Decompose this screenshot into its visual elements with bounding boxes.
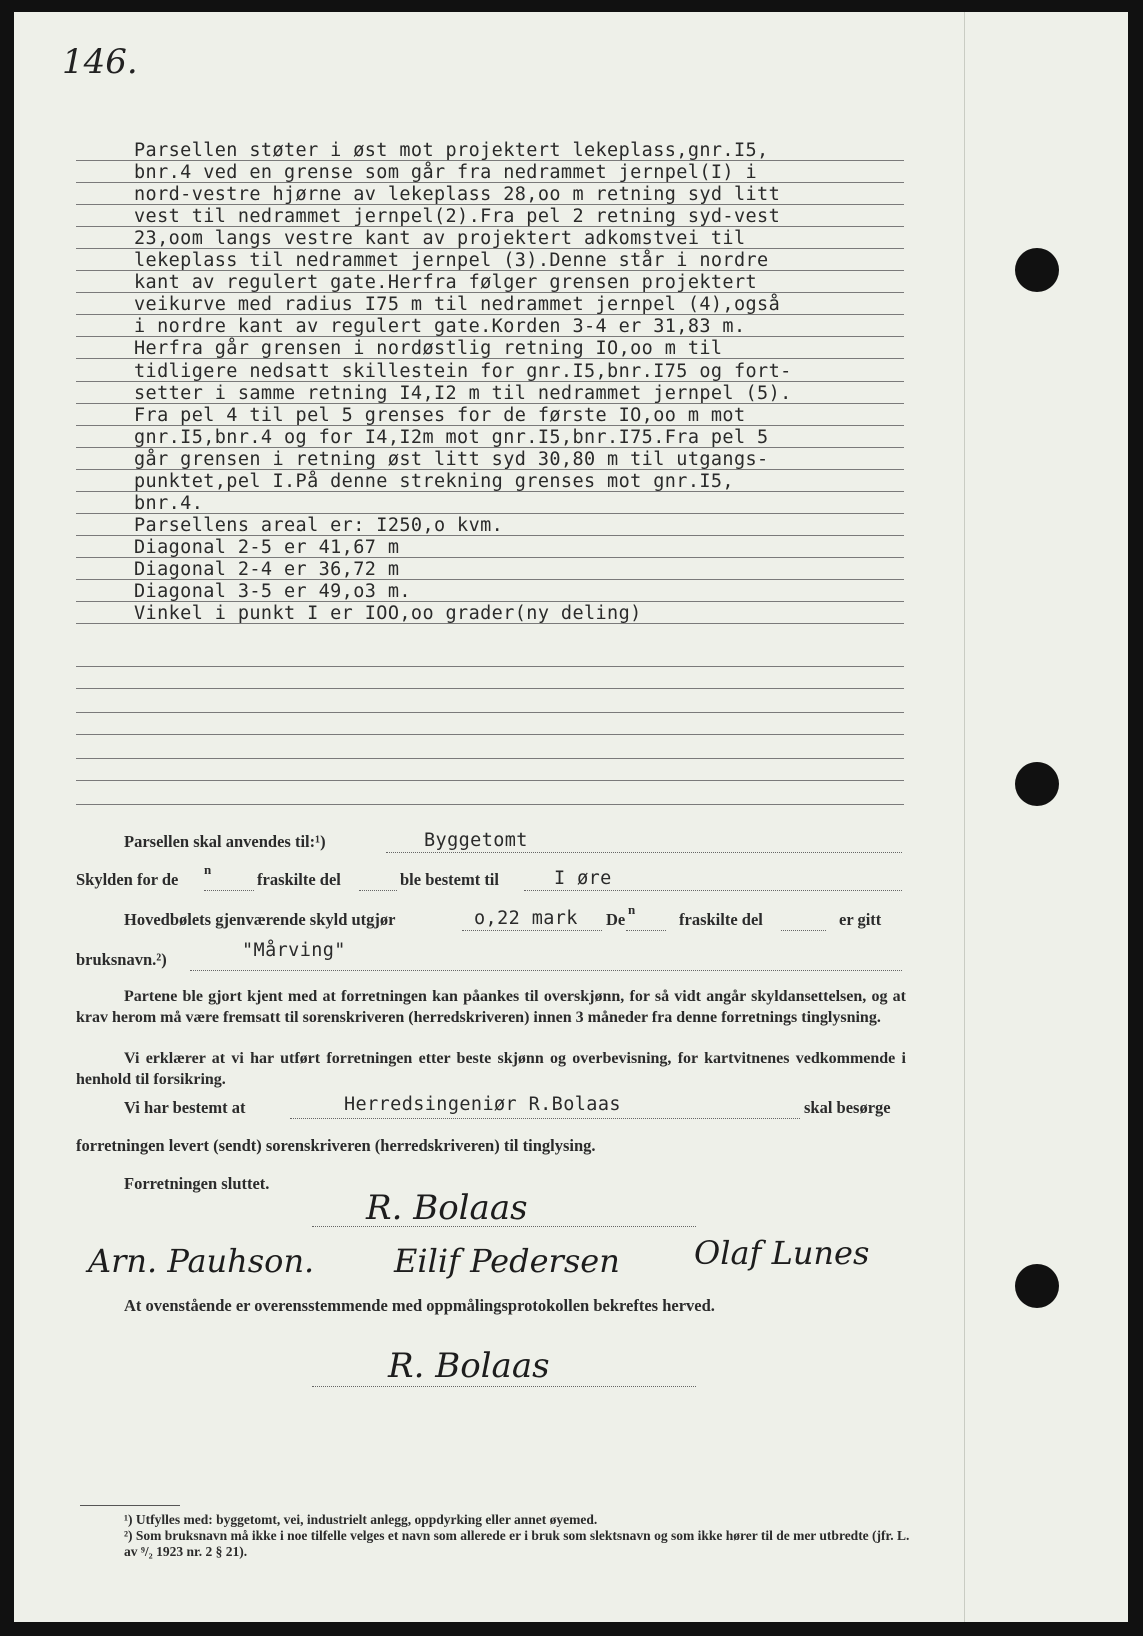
ruled-line [76,688,904,689]
typed-line: Fra pel 4 til pel 5 grenses for de første IO,oo m mot [134,404,746,426]
typed-line: Herfra går grensen i nordøstlig retning IO,oo m til [134,338,723,360]
hoved-line-c [781,930,826,931]
ruled-line [76,734,904,735]
bruksnavn-label: bruksnavn.²) [76,950,167,969]
besorge-label: skal besørge [804,1098,891,1117]
ruled-line [76,780,904,781]
typed-line: punktet,pel I.På denne strekning grenses mot gnr.I5, [134,470,734,492]
typed-line: setter i samme retning I4,I2 m til nedrammet jernpel (5). [134,382,792,404]
punch-hole [1015,248,1059,292]
hoved-line-a [462,930,602,931]
ruled-line [76,804,904,805]
bekreftes-text: At ovenstående er overensstemmende med oppmålingsprotokollen bekreftes herved. [124,1296,715,1315]
footnote-2: ²) Som bruksnavn må ikke i noe tilfelle velges et navn som allerede er i bruk som slektsnavn og som ikke hører til de mer utbredte (jfr. L. av ⁹/₂ 1923 nr. 2 § 21). [124,1528,910,1559]
signature-witness-3: Olaf Lunes [694,1234,870,1272]
anvendes-line [386,852,902,853]
skylden-label-c: ble bestemt til [400,870,499,889]
bruksnavn-value: "Mårving" [242,940,346,961]
ruled-line [76,666,904,667]
bestemt-line [290,1118,800,1119]
typed-line: Parsellen støter i øst mot projektert lekeplass,gnr.I5, [134,140,769,161]
typed-line: veikurve med radius I75 m til nedrammet jernpel (4),også [134,294,781,316]
document-page [14,12,1128,1622]
hoved-label-c: fraskilte del [679,910,763,929]
typed-line: bnr.4 ved en grense som går fra nedrammet jernpel(I) i [134,162,758,184]
typed-line: kant av regulert gate.Herfra følger grensen projektert [134,272,758,294]
signature-main: R. Bolaas [366,1188,528,1228]
anvendes-label: Parsellen skal anvendes til:¹) [124,832,326,851]
typed-line: tidligere nedsatt skillestein for gnr.I5,bnr.I75 og fort- [134,360,792,382]
levert-text: forretningen levert (sendt) sorenskriveren (herredskriveren) til tinglysing. [76,1136,596,1155]
skylden-line-a [204,890,254,891]
page-number: 146. [62,42,138,82]
hoved-label-a: Hovedbølets gjenværende skyld utgjør [124,910,396,929]
punch-hole [1015,1264,1059,1308]
bestemt-value: Herredsingeniør R.Bolaas [344,1094,621,1115]
hoved-label-b: De [606,910,626,929]
footnote-1: ¹) Utfylles med: byggetomt, vei, industrielt anlegg, oppdyrking eller annet øyemed. [124,1512,598,1527]
anvendes-value: Byggetomt [424,830,528,851]
footnote-separator [80,1505,180,1506]
signature-line-certify [312,1386,696,1387]
hoved-value: o,22 mark [474,908,578,929]
margin-line [964,12,965,1622]
typed-line: går grensen i retning øst litt syd 30,80 m til utgangs- [134,448,769,470]
signature-line-main [312,1226,696,1227]
hoved-label-d: er gitt [839,910,882,929]
skylden-label-a: Skylden for de [76,870,179,889]
skylden-line-b [359,890,397,891]
skylden-line-c [524,890,902,891]
typed-line: Diagonal 2-5 er 41,67 m [134,536,400,558]
typed-line: Diagonal 3-5 er 49,o3 m. [134,581,411,602]
typed-line: lekeplass til nedrammet jernpel (3).Denne står i nordre [134,250,769,272]
signature-witness-2: Eilif Pedersen [394,1242,620,1280]
typed-line: 23,oom langs vestre kant av projektert adkomstvei til [134,228,746,250]
partene-paragraph: Partene ble gjort kjent med at forretningen kan påankes til overskjønn, for så vidt angår skyldansettelsen, og at krav herom må være fremsatt til sorenskriveren (herredskriveren) innen 3 måneder fra denne forretnings tinglysning. [76,988,906,1026]
typed-line: vest til nedrammet jernpel(2).Fra pel 2 retning syd-vest [134,206,781,228]
typed-line: Diagonal 2-4 er 36,72 m [134,558,400,580]
bestemt-label: Vi har bestemt at [124,1098,246,1117]
erklaerer-paragraph: Vi erklærer at vi har utført forretningen etter beste skjønn og overbevisning, for kartvitnenes vedkommende i henhold til forsikring. [76,1050,906,1088]
punch-hole [1015,762,1059,806]
signature-certify: R. Bolaas [388,1346,550,1386]
hoved-sup: n [628,902,636,917]
skylden-sup: n [204,862,212,877]
ruled-line [76,758,904,759]
ruled-line [76,712,904,713]
typed-line: Parsellens areal er: I250,o kvm. [134,514,504,536]
skylden-value: I øre [554,868,612,889]
typed-line: i nordre kant av regulert gate.Korden 3-4 er 31,83 m. [134,316,746,338]
hoved-line-b [626,930,666,931]
signature-witness-1: Arn. Pauhson. [88,1242,315,1280]
typed-line: gnr.I5,bnr.4 og for I4,I2m mot gnr.I5,bnr.I75.Fra pel 5 [134,426,769,448]
typed-line: nord-vestre hjørne av lekeplass 28,oo m retning syd litt [134,184,781,206]
bruksnavn-line [190,970,902,971]
sluttet-text: Forretningen sluttet. [124,1174,270,1193]
typed-line: bnr.4. [134,492,204,514]
typed-line: Vinkel i punkt I er IOO,oo grader(ny deling) [134,603,642,625]
skylden-label-b: fraskilte del [257,870,341,889]
